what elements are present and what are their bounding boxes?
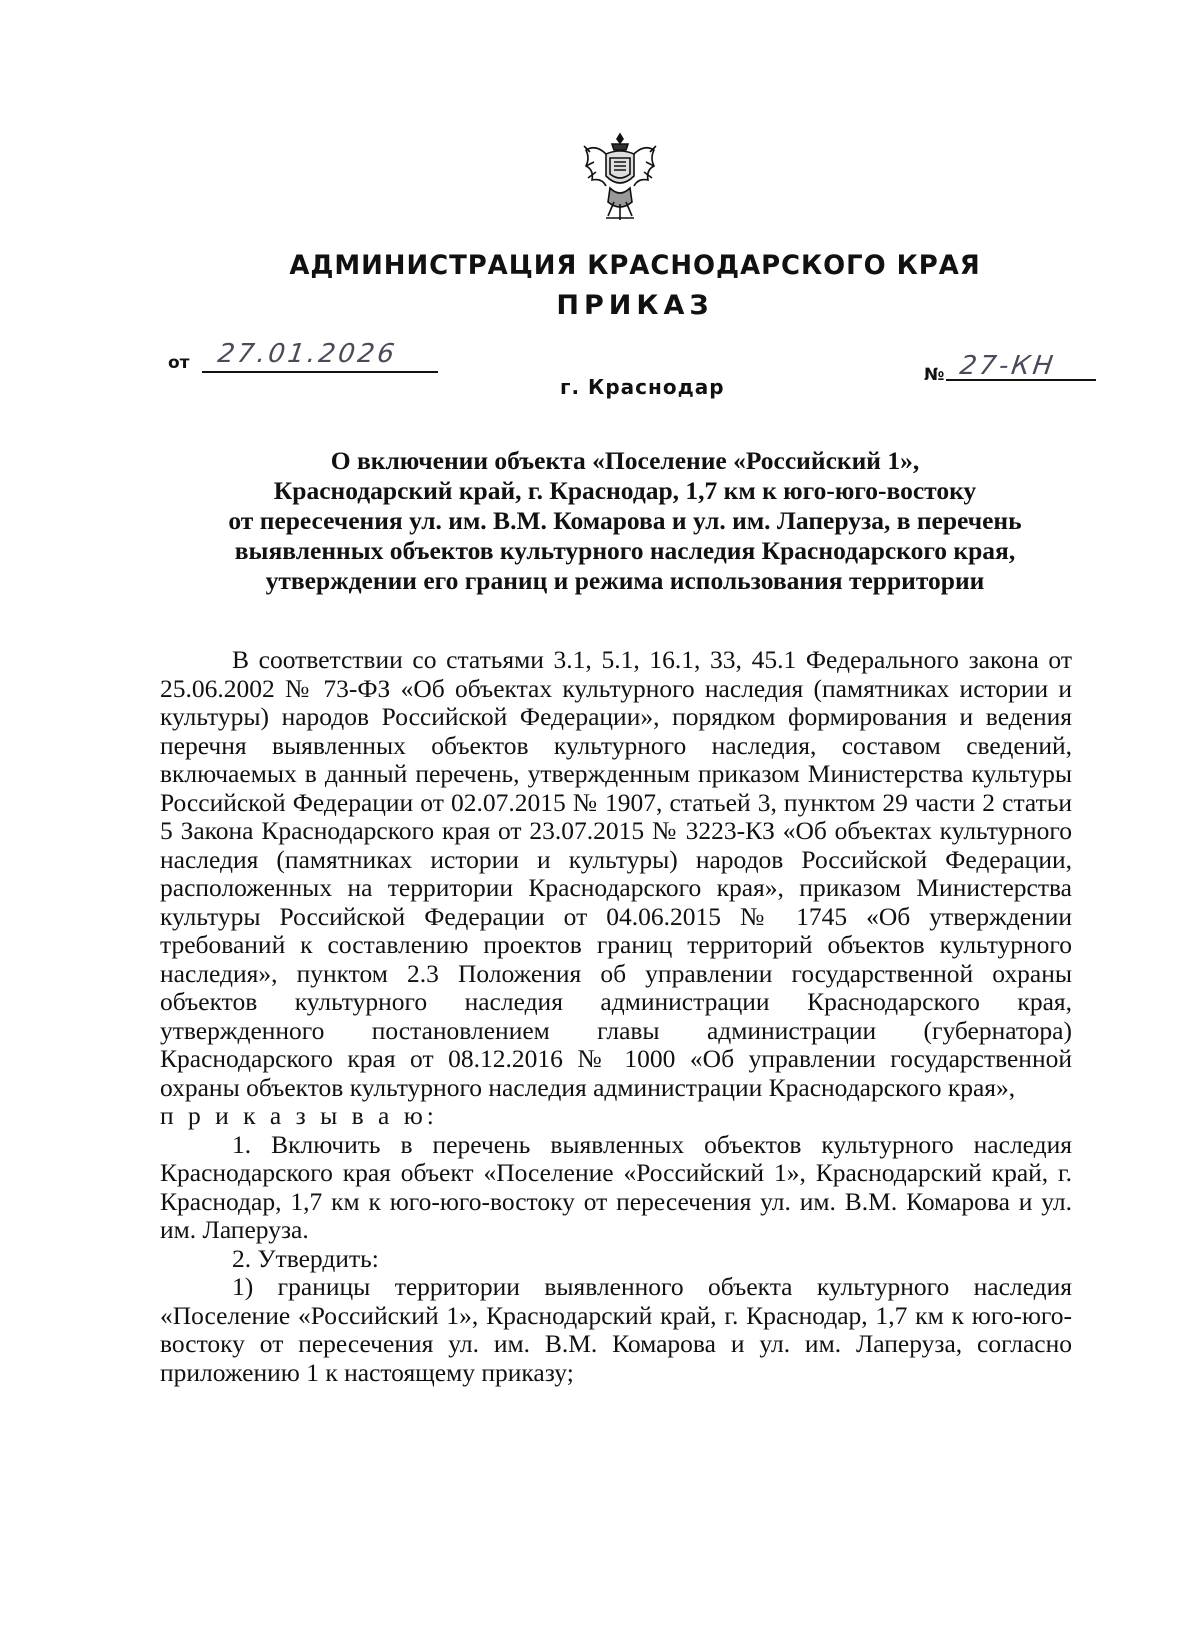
order-word: п р и к а з ы в а ю: [160,1101,438,1130]
handwritten-number: 27-КН [957,351,1058,381]
title-line: Краснодарский край, г. Краснодар, 1,7 км к юго-юго-востоку [273,476,977,505]
document-type: ПРИКАЗ [556,290,714,321]
handwritten-date: 27.01.2026 [215,339,399,369]
title-line: О включении объекта «Поселение «Российский 1», [330,446,920,475]
preamble-paragraph: В соответствии со статьями 3.1, 5.1, 16.1, 33, 45.1 Федерального закона от 25.06.2002 № 73-ФЗ «Об объектах культурного наследия (памятниках истории и культуры) народов Российской Федерации», порядком формирования и ведения перечня выявленных объектов культурного наследия, составом сведений, включаемых в данный перечень, утвержденным приказом Министерства культуры Российской Федерации от 02.07.2015 № 1907, статьей 3, пунктом 29 части 2 статьи 5 Закона Краснодарского края от 23.07.2015 № 3223-КЗ «Об объектах культурного наследия (памятниках истории и культуры) народов Российской Федерации, расположенных на территории Краснодарского края», приказом Министерства культуры Российской Федерации от 04.06.2015 № 1745 «Об утверждении требований к составлению проектов границ территорий объектов культурного наследия», пунктом 2.3 Положения об управлении государственной охраны объектов культурного наследия администрации Краснодарского края, утвержденного постановлением главы администрации (губернатора) Краснодарского края от 08.12.2016 № 1000 «Об управлении государственной охраны объектов культурного наследия администрации Краснодарского края», [160,645,1072,1102]
krasnodar-coat-of-arms-icon [580,132,660,224]
item-2-paragraph: 2. Утвердить: [232,1243,379,1273]
number-underline [946,379,1096,381]
title-line: от пересечения ул. им. В.М. Комарова и ул. им. Лаперуза, в перечень [228,506,1022,535]
document-meta-row [0,339,1200,405]
item-2-1-paragraph: 1) границы территории выявленного объекта культурного наследия «Поселение «Российский 1», Краснодарский край, г. Краснодар, 1,7 км к юго-юго-востоку от пересечения ул. им. В.М. Комарова и ул. им. Лаперуза, согласно приложению 1 к настоящему приказу; [160,1272,1072,1387]
organization-name: АДМИНИСТРАЦИЯ КРАСНОДАРСКОГО КРАЯ [289,250,981,281]
title-line: выявленных объектов культурного наследия Краснодарского края, [234,536,1016,565]
item-1-paragraph: 1. Включить в перечень выявленных объектов культурного наследия Краснодарского края объект «Поселение «Российский 1», Краснодарский край, г. Краснодар, 1,7 км к юго-юго-востоку от пересечения ул. им. В.М. Комарова и ул. им. Лаперуза. [160,1129,1072,1244]
number-label: № [924,365,945,385]
date-underline [202,371,438,373]
date-label: от [168,353,190,373]
title-line: утверждении его границ и режима использования территории [265,566,985,595]
city-label: г. Краснодар [560,375,725,399]
document-title [180,446,1070,596]
document-body [160,646,1072,1387]
